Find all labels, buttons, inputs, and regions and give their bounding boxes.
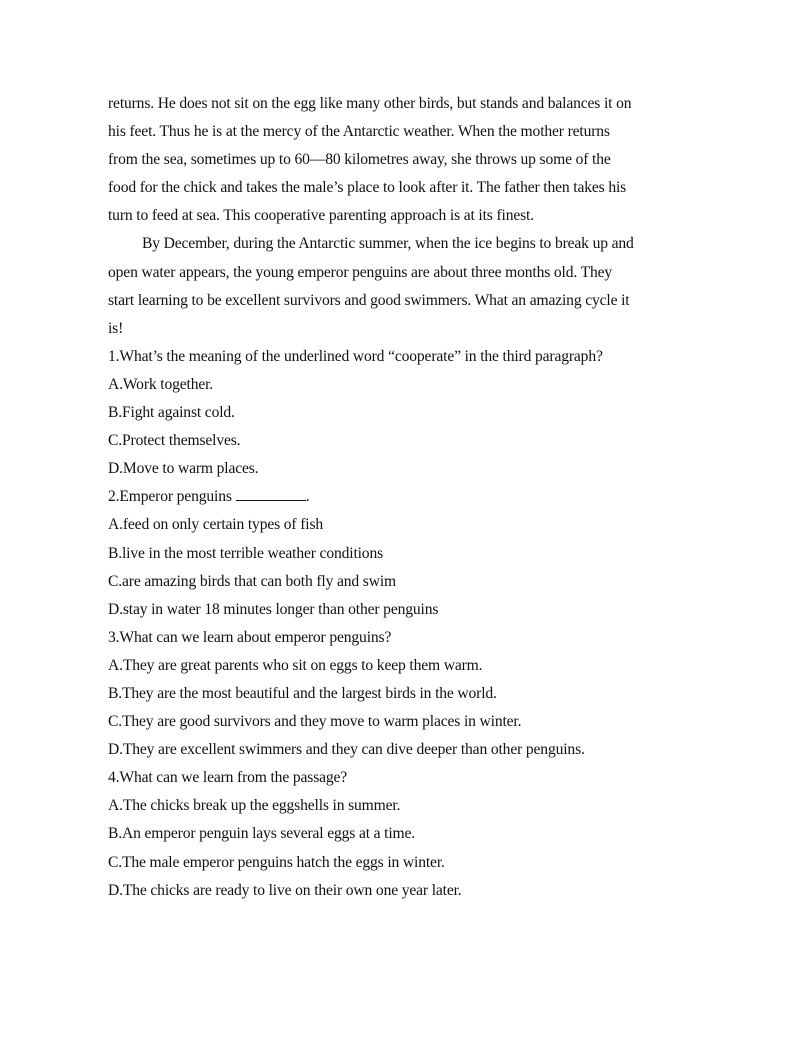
passage-paragraph-2 — [108, 230, 698, 342]
answer-option: D.Move to warm places. — [108, 460, 259, 478]
passage-paragraph-1 — [108, 90, 698, 230]
question-stem-end: . — [305, 488, 310, 506]
passage-line: returns. He does not sit on the egg like many other birds, but stands and balances it on — [108, 95, 632, 112]
passage-line: is! — [108, 319, 124, 337]
document-content — [108, 90, 698, 905]
passage-line: from the sea, sometimes up to 60—80 kilometres away, she throws up some of the — [108, 151, 611, 169]
question-stem: 2.Emperor penguins — [108, 488, 232, 506]
answer-option: B.They are the most beautiful and the largest birds in the world. — [108, 684, 497, 702]
answer-option: C.are amazing birds that can both fly and swim — [108, 572, 397, 590]
answer-option: D.stay in water 18 minutes longer than other penguins — [108, 600, 439, 618]
answer-option: B.An emperor penguin lays several eggs at a time. — [108, 825, 416, 843]
answer-blank — [236, 499, 306, 501]
question-stem: 4.What can we learn from the passage? — [108, 769, 348, 787]
passage-line: food for the chick and takes the male’s place to look after it. The father then takes his — [108, 179, 627, 197]
question-2 — [108, 483, 698, 623]
answer-option: A.The chicks break up the eggshells in summer. — [108, 797, 401, 815]
question-stem: 3.What can we learn about emperor penguins? — [108, 628, 392, 646]
answer-option: A.They are great parents who sit on eggs to keep them warm. — [108, 656, 483, 674]
answer-option: C.The male emperor penguins hatch the eggs in winter. — [108, 853, 445, 871]
answer-option: D.The chicks are ready to live on their own one year later. — [108, 881, 462, 899]
question-3 — [108, 624, 698, 764]
answer-option: B.Fight against cold. — [108, 404, 235, 422]
answer-option: A.feed on only certain types of fish — [108, 516, 324, 534]
passage-line: start learning to be excellent survivors and good swimmers. What an amazing cycle it — [108, 291, 630, 309]
question-stem: 1.What’s the meaning of the underlined word “cooperate” in the third paragraph? — [108, 347, 603, 365]
answer-option: C.They are good survivors and they move to warm places in winter. — [108, 713, 522, 731]
answer-option: A.Work together. — [108, 375, 214, 393]
passage-line: his feet. Thus he is at the mercy of the Antarctic weather. When the mother returns — [108, 123, 610, 141]
question-4 — [108, 764, 698, 904]
question-stem-line — [108, 483, 698, 511]
answer-option: D.They are excellent swimmers and they can dive deeper than other penguins. — [108, 741, 585, 759]
passage-line: open water appears, the young emperor penguins are about three months old. They — [108, 263, 613, 281]
answer-option: C.Protect themselves. — [108, 432, 241, 450]
question-1 — [108, 343, 698, 483]
passage-line: By December, during the Antarctic summer, when the ice begins to break up and — [142, 235, 634, 253]
passage-line: turn to feed at sea. This cooperative parenting approach is at its finest. — [108, 207, 534, 225]
answer-option: B.live in the most terrible weather conditions — [108, 544, 384, 562]
